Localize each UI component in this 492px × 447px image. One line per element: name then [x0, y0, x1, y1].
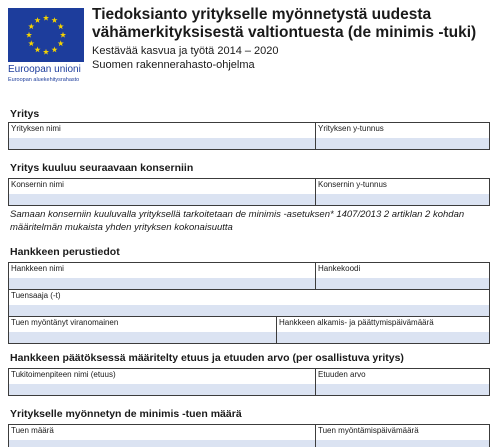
section-heading-benefit: Hankkeen päätöksessä määritelty etuus ja etuuden arvo (per osallistuva yritys) [10, 352, 404, 364]
eu-logo-subtitle: Euroopan aluekehitysrahasto [8, 77, 80, 83]
eu-logo-name: Euroopan unioni [8, 64, 81, 75]
section-heading-group: Yritys kuuluu seuraavaan konserniin [10, 162, 194, 174]
support-measure-input[interactable] [9, 384, 315, 395]
section-heading-company: Yritys [10, 108, 40, 120]
support-measure-field[interactable] [8, 368, 316, 396]
aid-amount-label: Tuen määrä [11, 426, 54, 435]
recipient-input[interactable] [9, 305, 489, 316]
document-subtitle-programme-name: Suomen rakennerahasto-ohjelma [92, 59, 255, 71]
document-title-line-2: vähämerkityksisestä valtiontuesta (de minimis -tuki) [92, 24, 477, 41]
aid-date-input[interactable] [316, 440, 489, 447]
document-subtitle-programme-period: Kestävää kasvua ja työtä 2014 – 2020 [92, 45, 279, 57]
company-name-field[interactable] [8, 122, 316, 150]
benefit-value-input[interactable] [316, 384, 489, 395]
group-name-field[interactable] [8, 178, 316, 206]
company-id-input[interactable] [316, 138, 489, 149]
project-name-input[interactable] [9, 278, 315, 289]
project-code-input[interactable] [316, 278, 489, 289]
company-name-label: Yrityksen nimi [11, 124, 61, 133]
group-name-input[interactable] [9, 194, 315, 205]
project-name-field[interactable] [8, 262, 316, 290]
aid-date-field[interactable] [315, 424, 490, 447]
granting-authority-label: Tuen myöntänyt viranomainen [11, 318, 119, 327]
section-heading-amount: Yritykselle myönnetyn de minimis -tuen määrä [10, 408, 242, 420]
benefit-value-field[interactable] [315, 368, 490, 396]
company-name-input[interactable] [9, 138, 315, 149]
group-id-input[interactable] [316, 194, 489, 205]
group-definition-note: Samaan konserniin kuuluvalla yrityksellä tarkoitetaan de minimis -asetuksen* 1407/2013 2 artiklan 2 kohdan määritelmän mukaista yhden yrityksen kokonaisuutta [10, 209, 465, 233]
document-header [0, 0, 492, 96]
company-id-label: Yrityksen y-tunnus [318, 124, 384, 133]
project-name-label: Hankkeen nimi [11, 264, 64, 273]
group-id-field[interactable] [315, 178, 490, 206]
recipient-label: Tuensaaja (-t) [11, 291, 61, 300]
project-dates-input[interactable] [277, 332, 489, 343]
granting-authority-input[interactable] [9, 332, 276, 343]
recipient-field[interactable] [8, 289, 490, 317]
aid-date-label: Tuen myöntämispäivämäärä [318, 426, 419, 435]
project-dates-label: Hankkeen alkamis- ja päättymispäivämäärä [279, 318, 434, 327]
document-titles [92, 6, 490, 72]
support-measure-label: Tukitoimenpiteen nimi (etuus) [11, 370, 116, 379]
aid-amount-field[interactable] [8, 424, 316, 447]
project-code-label: Hankekoodi [318, 264, 361, 273]
project-code-field[interactable] [315, 262, 490, 290]
group-name-label: Konsernin nimi [11, 180, 64, 189]
benefit-value-label: Etuuden arvo [318, 370, 366, 379]
section-heading-project: Hankkeen perustiedot [10, 246, 120, 258]
aid-amount-input[interactable] [9, 440, 315, 447]
document-title-line-1: Tiedoksianto yritykselle myönnetystä uudesta [92, 6, 432, 23]
group-id-label: Konsernin y-tunnus [318, 180, 387, 189]
project-dates-field[interactable] [276, 316, 490, 344]
company-id-field[interactable] [315, 122, 490, 150]
granting-authority-field[interactable] [8, 316, 277, 344]
eu-logo [8, 8, 84, 90]
eu-flag-icon [8, 8, 84, 62]
